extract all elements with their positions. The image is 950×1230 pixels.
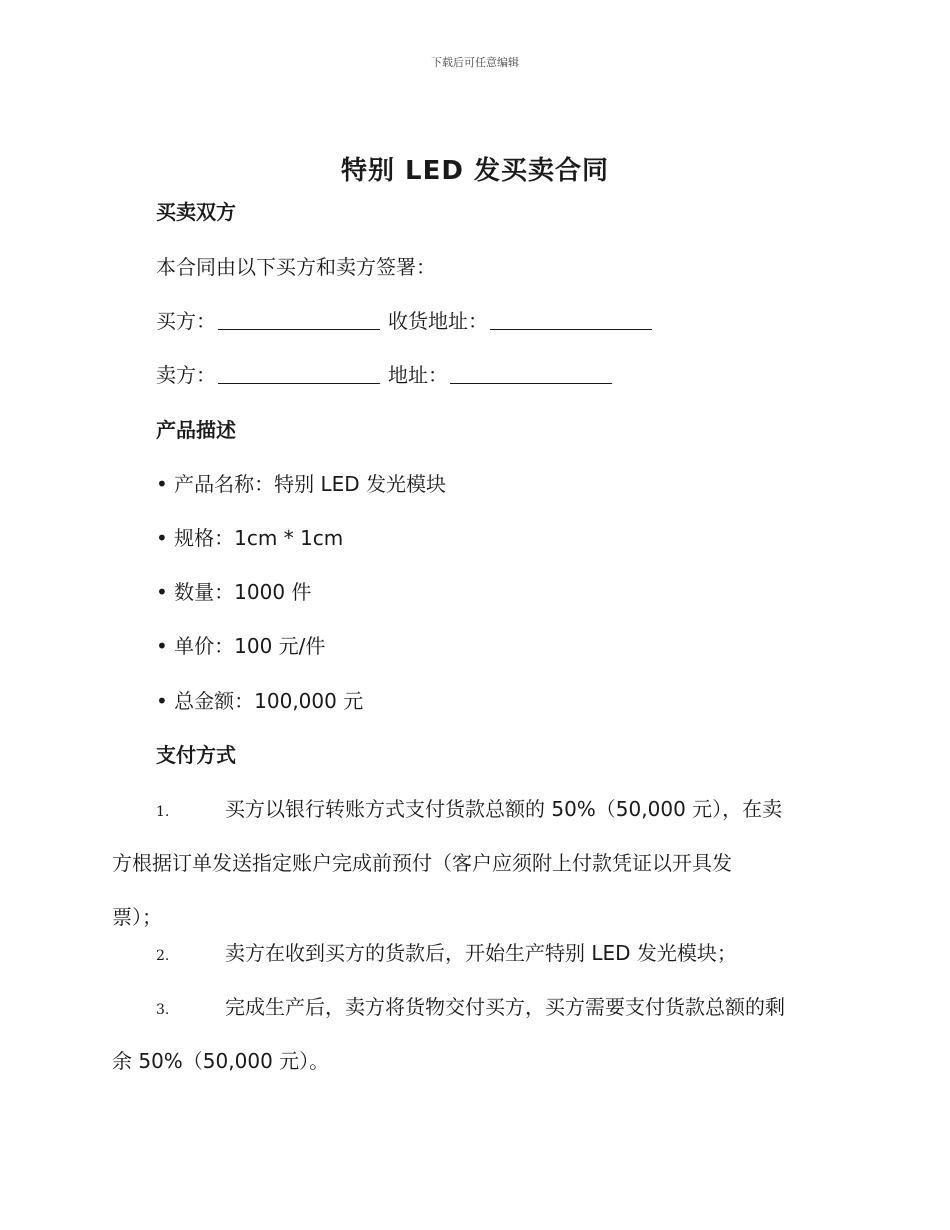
parties-intro: 本合同由以下买方和卖方签署： (156, 255, 436, 279)
buyer-blank (218, 309, 380, 330)
seller-line (156, 361, 620, 389)
clause-line: 余 50%（50,000 元）。 (112, 1049, 330, 1073)
payment-clause-2 (112, 939, 842, 967)
clause-line: 买方以银行转账方式支付货款总额的 50%（50,000 元），在卖 (225, 797, 783, 821)
buyer-label: 买方： (156, 309, 216, 333)
page-header: 下载后可任意编辑 (431, 56, 519, 69)
clause-line: 完成生产后，卖方将货物交付买方，买方需要支付货款总额的剩 (225, 995, 785, 1019)
clause-line: 卖方在收到买方的货款后，开始生产特别 LED 发光模块； (225, 941, 737, 965)
product-item-name: • 产品名称：特别 LED 发光模块 (156, 472, 447, 496)
seller-label: 卖方： (156, 363, 216, 387)
payment-clause-3 (112, 993, 842, 1075)
clause-line: 票）； (112, 905, 162, 929)
product-item-unit-price: • 单价：100 元/件 (156, 634, 326, 658)
seller-blank (218, 363, 380, 384)
product-item-quantity: • 数量：1000 件 (156, 580, 312, 604)
product-item-spec: • 规格：1cm * 1cm (156, 526, 344, 550)
document-title: 特别 LED 发买卖合同 (340, 156, 609, 186)
seller-address-blank (450, 363, 612, 384)
clause-number: 3. (156, 1002, 170, 1018)
payment-clause-1 (112, 795, 842, 931)
section-heading-payment: 支付方式 (156, 743, 236, 767)
section-heading-parties: 买卖双方 (156, 200, 236, 224)
buyer-address-label: 收货地址： (388, 309, 488, 333)
clause-number: 1. (156, 804, 170, 820)
buyer-line (156, 307, 660, 335)
product-item-total: • 总金额：100,000 元 (156, 689, 364, 713)
buyer-address-blank (490, 309, 652, 330)
seller-address-label: 地址： (388, 363, 448, 387)
section-heading-product: 产品描述 (156, 418, 236, 442)
clause-number: 2. (156, 948, 170, 964)
clause-line: 方根据订单发送指定账户完成前预付（客户应须附上付款凭证以开具发 (112, 851, 732, 875)
